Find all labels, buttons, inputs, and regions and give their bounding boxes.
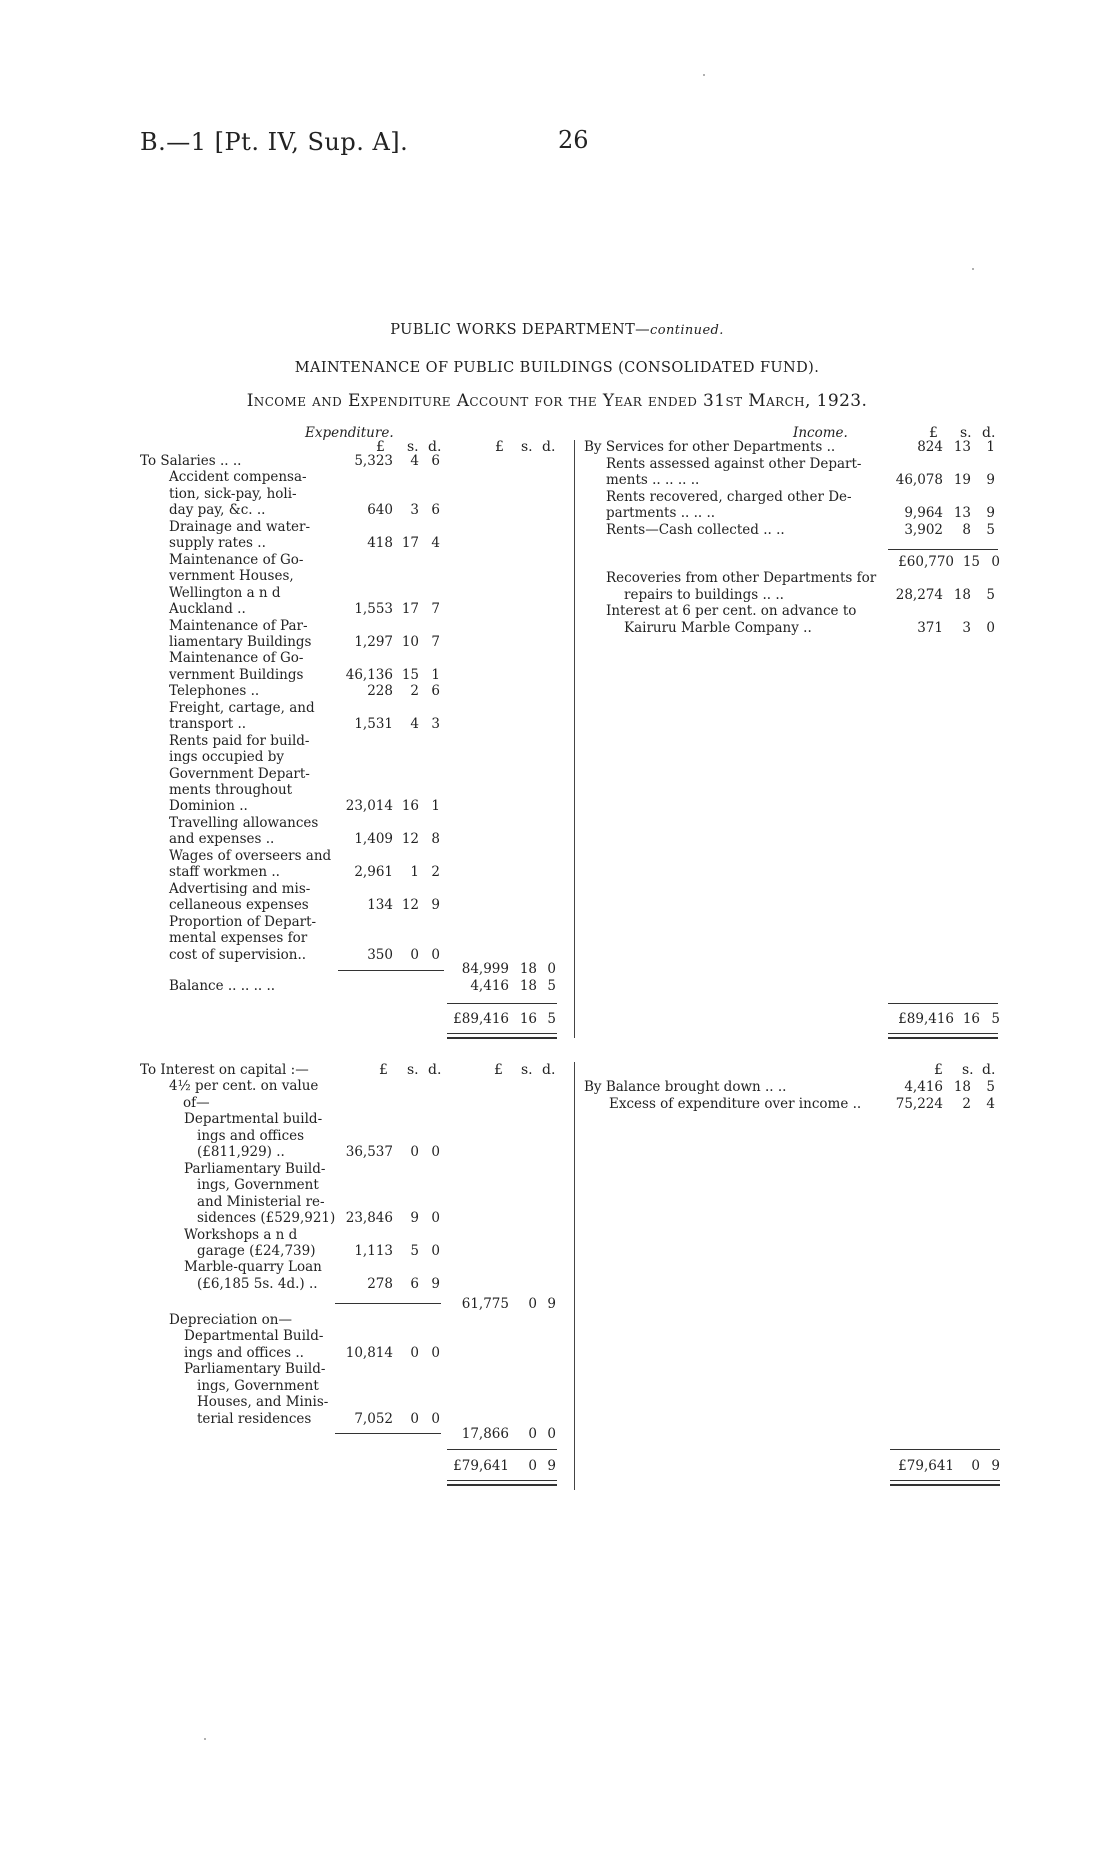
- row-label: mental expenses for: [169, 930, 308, 947]
- row-label: Departmental build-: [184, 1111, 323, 1128]
- row-label: Recoveries from other Departments for: [606, 570, 877, 586]
- exp2-total-rule: [447, 1449, 557, 1450]
- row-label: Parliamentary Build-: [184, 1361, 326, 1378]
- row-label: ings occupied by: [169, 749, 284, 766]
- row-label: tion, sick-pay, holi-: [169, 485, 297, 502]
- inc2-total-rule: [890, 1449, 1000, 1450]
- total-shillings: 16: [519, 1011, 537, 1027]
- pence-header: d.: [428, 1062, 442, 1078]
- ledger-row: [0, 603, 1114, 620]
- amount-pounds: 371: [917, 619, 943, 636]
- amount-pence: 1: [431, 798, 440, 815]
- amount-pence: 1: [986, 439, 995, 455]
- amount-shillings: 4: [410, 453, 419, 469]
- row-label: Government Depart-: [169, 765, 310, 782]
- row-label: sidences (£529,921): [197, 1210, 336, 1227]
- amount-pounds: 278: [367, 1275, 393, 1292]
- scan-speck: [204, 1738, 206, 1740]
- amount-pence: 7: [431, 601, 440, 618]
- ledger-row: [0, 1243, 1114, 1260]
- total-shillings: 0: [528, 1458, 537, 1474]
- row-label: ings and offices ..: [184, 1344, 304, 1361]
- amount-shillings: 3: [410, 502, 419, 519]
- amount-pounds: 28,274: [895, 586, 943, 603]
- amount-shillings: 1: [410, 864, 419, 881]
- row-label: Maintenance of Par-: [169, 617, 308, 634]
- ledger-row: [0, 1128, 1114, 1145]
- row-label: Excess of expenditure over income ..: [609, 1095, 862, 1112]
- row-label: garage (£24,739): [197, 1242, 316, 1259]
- pence-header: d.: [428, 439, 442, 455]
- total-pounds: £79,641: [453, 1458, 509, 1474]
- row-label: cellaneous expenses: [169, 897, 309, 914]
- ledger-row: [0, 716, 1114, 733]
- income-heading: Income.: [793, 425, 848, 441]
- pound-header: £: [376, 439, 385, 455]
- total-pence: 5: [547, 1011, 556, 1027]
- amount-pence: 0: [431, 1210, 440, 1227]
- amount-pence: 9: [986, 505, 995, 521]
- inc2-total-row: [0, 1458, 1114, 1475]
- ledger-row: [0, 522, 1114, 539]
- amount-pounds: 23,014: [345, 798, 393, 815]
- amount-pounds: 61,775: [461, 1296, 509, 1312]
- inc-total-rule: [888, 1003, 998, 1004]
- row-label: Telephones ..: [169, 683, 260, 700]
- ledger-row: [0, 1276, 1114, 1293]
- row-label: and expenses ..: [169, 831, 275, 848]
- amount-shillings: 9: [410, 1210, 419, 1227]
- total-pence: 9: [991, 1458, 1000, 1474]
- row-label: liamentary Buildings: [169, 633, 312, 650]
- amount-pence: 6: [431, 453, 440, 469]
- pence-header: d.: [542, 1062, 556, 1078]
- total-pounds: £89,416: [453, 1011, 509, 1027]
- row-label: vernment Buildings: [169, 666, 304, 683]
- amount-shillings: 12: [401, 897, 419, 914]
- ledger-row: [0, 700, 1114, 717]
- ledger-row: [0, 831, 1114, 848]
- pence-header: d.: [982, 425, 996, 441]
- amount-pounds: 1,531: [354, 716, 393, 733]
- amount-shillings: 0: [528, 1426, 537, 1442]
- amount-pounds: 2,961: [354, 864, 393, 881]
- amount-shillings: 10: [401, 633, 419, 650]
- amount-pence: 9: [431, 1275, 440, 1292]
- amount-shillings: 4: [410, 716, 419, 733]
- row-label: Wages of overseers and: [169, 847, 332, 864]
- scan-speck: [972, 268, 974, 270]
- amount-pence: 0: [431, 1144, 440, 1161]
- row-label: ments throughout: [169, 782, 293, 798]
- amount-pence: 0: [986, 619, 995, 636]
- pence-header: d.: [542, 439, 556, 455]
- exp-subtotal-row: [0, 961, 1114, 978]
- ledger-row: [0, 798, 1114, 815]
- amount-pounds: 824: [917, 439, 943, 455]
- amount-shillings: 6: [410, 1275, 419, 1292]
- interest-subtotal-row: [0, 1296, 1114, 1313]
- amount-pence: 1: [431, 666, 440, 683]
- amount-pence: 8: [431, 831, 440, 848]
- amount-shillings: 13: [953, 505, 971, 521]
- amount-pounds: 4,416: [470, 978, 509, 994]
- exp2-total-double-rule: [447, 1480, 557, 1486]
- shilling-header: s.: [407, 439, 419, 455]
- row-label: Rents paid for build-: [169, 732, 310, 749]
- row-label: Maintenance of Go-: [169, 551, 304, 568]
- amount-shillings: 0: [410, 1144, 419, 1161]
- amount-shillings: 2: [410, 683, 419, 700]
- balance-row: [0, 978, 1114, 995]
- ledger-row: [0, 1194, 1114, 1211]
- row-label: To Interest on capital :—: [140, 1062, 309, 1078]
- amount-shillings: 17: [401, 535, 419, 552]
- ledger-row: [0, 1177, 1114, 1194]
- row-label: Houses, and Minis-: [197, 1394, 329, 1411]
- shilling-header: s.: [521, 1062, 533, 1078]
- department-title: [0, 322, 1114, 338]
- ledger-row: [0, 570, 1114, 587]
- row-label: Freight, cartage, and: [169, 699, 315, 716]
- continued-label: continued.: [650, 323, 724, 338]
- amount-pence: 4: [986, 1095, 995, 1112]
- ledger-row: [0, 584, 1114, 604]
- amount-pence: 9: [431, 897, 440, 914]
- amount-pence: 5: [986, 521, 995, 538]
- pence-header: d.: [982, 1062, 996, 1078]
- amount-pounds: 23,846: [345, 1210, 393, 1227]
- row-label: ings and offices: [197, 1127, 305, 1144]
- amount-pounds: £60,770: [898, 554, 954, 570]
- amount-pounds: 3,902: [904, 521, 943, 538]
- amount-pounds: 1,297: [354, 633, 393, 650]
- ledger-row: [0, 1111, 1114, 1128]
- amount-pounds: 1,553: [354, 601, 393, 618]
- amount-pence: 5: [986, 586, 995, 603]
- amount-pounds: 10,814: [345, 1344, 393, 1361]
- ledger-row: [0, 1378, 1114, 1395]
- ledger-row: [0, 683, 1114, 700]
- ledger-row: [0, 930, 1114, 947]
- amount-pounds: 640: [367, 502, 393, 519]
- ledger-row: [0, 782, 1114, 799]
- amount-shillings: 18: [519, 978, 537, 994]
- row-label: Depreciation on—: [169, 1312, 293, 1328]
- row-label: ings, Government: [197, 1177, 319, 1194]
- amount-shillings: 2: [962, 1095, 971, 1112]
- row-label: Maintenance of Go-: [169, 650, 304, 667]
- row-label: Accident compensa-: [169, 469, 307, 486]
- row-label: (£811,929) ..: [197, 1144, 285, 1161]
- row-label: Advertising and mis-: [169, 880, 311, 897]
- row-label: By Services for other Departments ..: [584, 439, 836, 455]
- shilling-header: s.: [521, 439, 533, 455]
- amount-pence: 3: [431, 716, 440, 733]
- amount-pounds: 134: [367, 897, 393, 914]
- pound-header: £: [495, 439, 504, 455]
- row-label: Auckland ..: [169, 601, 246, 618]
- ledger-row: [0, 617, 1114, 637]
- amount-pounds: 36,537: [345, 1144, 393, 1161]
- amount-pounds: 46,136: [345, 666, 393, 683]
- total-pence: 5: [991, 1011, 1000, 1027]
- row-label: Proportion of Depart-: [169, 913, 317, 930]
- amount-shillings: 0: [410, 1344, 419, 1361]
- ledger-row: [0, 848, 1114, 865]
- pound-header: £: [929, 425, 938, 441]
- row-label: day pay, &c. ..: [169, 502, 266, 519]
- amount-shillings: 17: [401, 601, 419, 618]
- amount-pence: 2: [431, 864, 440, 881]
- total-pounds: £79,641: [898, 1458, 954, 1474]
- amount-pounds: 84,999: [461, 961, 509, 977]
- ledger-row: [0, 766, 1114, 783]
- amount-shillings: 19: [953, 472, 971, 488]
- amount-pence: 5: [986, 1079, 995, 1095]
- row-label: Kairuru Marble Company ..: [624, 619, 812, 636]
- ledger-row: [0, 1210, 1114, 1227]
- amount-pounds: 228: [367, 683, 393, 700]
- maintenance-title: MAINTENANCE OF PUBLIC BUILDINGS (CONSOLIDATED FUND).: [294, 360, 820, 376]
- row-label: partments .. .. ..: [606, 505, 716, 521]
- amount-pence: 0: [431, 1410, 440, 1427]
- total-shillings: 0: [971, 1458, 980, 1474]
- shilling-header: s.: [960, 425, 972, 441]
- balance-label: Balance .. .. .. ..: [169, 978, 276, 994]
- amount-pounds: 75,224: [895, 1095, 943, 1112]
- row-label: Drainage and water-: [169, 518, 311, 535]
- ledger-row: [0, 881, 1114, 898]
- ledger-row: [0, 667, 1114, 684]
- amount-pounds: 1,113: [354, 1242, 393, 1259]
- row-label: supply rates ..: [169, 535, 266, 552]
- amount-pence: 7: [431, 633, 440, 650]
- amount-shillings: 0: [410, 1410, 419, 1427]
- row-label: terial residences: [197, 1410, 312, 1427]
- ledger-row: [0, 650, 1114, 667]
- amount-pence: 0: [431, 1242, 440, 1259]
- row-label: (£6,185 5s. 4d.) ..: [197, 1275, 318, 1292]
- row-label: ings, Government: [197, 1377, 319, 1394]
- ledger-row: [0, 815, 1114, 832]
- amount-pounds: 17,866: [461, 1426, 509, 1442]
- row-label: Rents assessed against other Depart-: [606, 455, 862, 472]
- row-label: Marble-quarry Loan: [184, 1259, 322, 1276]
- amount-shillings: 18: [953, 1079, 971, 1095]
- ledger-row: [0, 914, 1114, 931]
- ledger-row: [0, 1312, 1114, 1329]
- amount-shillings: 0: [528, 1296, 537, 1312]
- amount-pence: 0: [431, 1344, 440, 1361]
- amount-pounds: 418: [367, 535, 393, 552]
- ledger-row: [0, 733, 1114, 750]
- ledger-row: [0, 1096, 1114, 1113]
- ledger-row: [0, 1259, 1114, 1276]
- document-reference: B.—1 [Pt. IV, Sup. A].: [140, 128, 409, 156]
- ledger-row: [0, 864, 1114, 881]
- exp-total-rule: [447, 1003, 557, 1004]
- amount-shillings: 18: [519, 961, 537, 977]
- ledger-row: [0, 1079, 1114, 1096]
- amount-pence: 0: [547, 961, 556, 977]
- inc-total-row: [0, 1011, 1114, 1028]
- row-label: vernment Houses,: [169, 568, 294, 585]
- amount-pounds: 350: [367, 946, 393, 963]
- total-pence: 9: [547, 1458, 556, 1474]
- row-label: Rents recovered, charged other De-: [606, 488, 852, 505]
- amount-pounds: 4,416: [904, 1079, 943, 1095]
- row-label: Rents—Cash collected .. ..: [606, 521, 785, 538]
- exp-total-double-rule: [447, 1033, 557, 1039]
- expenditure-heading: Expenditure.: [305, 425, 394, 441]
- row-label: By Balance brought down .. ..: [584, 1079, 787, 1095]
- depreciation-subtotal-row: [0, 1426, 1114, 1443]
- amount-pence: 9: [986, 472, 995, 488]
- inc-subtotal-rule: [888, 549, 998, 550]
- ledger-row: [0, 1227, 1114, 1244]
- shilling-header: s.: [407, 1062, 419, 1078]
- amount-shillings: 15: [962, 554, 980, 570]
- ledger-row: [0, 897, 1114, 914]
- amount-shillings: 12: [401, 831, 419, 848]
- amount-pence: 0: [431, 946, 440, 963]
- row-label: To Salaries .. ..: [140, 453, 242, 469]
- amount-shillings: 15: [401, 666, 419, 683]
- row-label: of—: [183, 1094, 210, 1111]
- page-number: 26: [558, 126, 589, 154]
- ledger-row: [0, 489, 1114, 506]
- ledger-row: [0, 1161, 1114, 1178]
- inc-total-double-rule: [888, 1033, 998, 1039]
- total-shillings: 16: [962, 1011, 980, 1027]
- row-label: Travelling allowances: [169, 814, 319, 831]
- amount-pence: 5: [547, 978, 556, 994]
- ledger-row: [0, 1328, 1114, 1345]
- row-label: Workshops a n d: [184, 1226, 298, 1243]
- scan-speck: [703, 74, 705, 76]
- pound-header: £: [934, 1062, 943, 1078]
- amount-pounds: 1,409: [354, 831, 393, 848]
- row-label: Dominion ..: [169, 798, 248, 815]
- amount-pence: 0: [547, 1426, 556, 1442]
- ledger-row: [0, 472, 1114, 489]
- amount-shillings: 16: [401, 798, 419, 815]
- row-label: Parliamentary Build-: [184, 1160, 326, 1177]
- amount-shillings: 18: [953, 586, 971, 603]
- amount-pence: 4: [431, 535, 440, 552]
- amount-shillings: 5: [410, 1242, 419, 1259]
- ledger-row: [0, 749, 1114, 766]
- row-label: staff workmen ..: [169, 864, 280, 881]
- row-label: Departmental Build-: [184, 1328, 324, 1345]
- ledger-row: [0, 1144, 1114, 1161]
- shilling-header: s.: [962, 1062, 974, 1078]
- row-label: 4½ per cent. on value: [169, 1078, 319, 1095]
- department-name: PUBLIC WORKS DEPARTMENT—: [390, 322, 651, 338]
- amount-pence: 6: [431, 683, 440, 700]
- amount-shillings: 3: [962, 619, 971, 636]
- inc2-total-double-rule: [890, 1480, 1000, 1486]
- amount-shillings: 13: [953, 439, 971, 455]
- pound-header: £: [494, 1062, 503, 1078]
- amount-pounds: 46,078: [895, 472, 943, 488]
- amount-shillings: 8: [962, 521, 971, 538]
- ledger-row: [0, 1345, 1114, 1362]
- ledger-row: [0, 1394, 1114, 1411]
- amount-pence: 9: [547, 1296, 556, 1312]
- row-label: cost of supervision..: [169, 946, 307, 963]
- row-label: and Ministerial re-: [197, 1193, 325, 1210]
- amount-pence: 0: [991, 554, 1000, 570]
- amount-pounds: 7,052: [354, 1410, 393, 1427]
- ledger-row: [0, 439, 1114, 456]
- amount-pence: 6: [431, 502, 440, 519]
- inc-subtotal-row: [0, 551, 1114, 571]
- row-label: Wellington a n d: [169, 584, 281, 601]
- row-label: Interest at 6 per cent. on advance to: [606, 603, 857, 619]
- amount-pounds: 9,964: [904, 505, 943, 521]
- amount-pounds: 5,323: [354, 453, 393, 469]
- pound-header: £: [379, 1062, 388, 1078]
- ledger-row: [0, 456, 1114, 473]
- ledger-row: [0, 505, 1114, 522]
- row-label: ments .. .. .. ..: [606, 472, 700, 488]
- total-pounds: £89,416: [898, 1011, 954, 1027]
- row-label: repairs to buildings .. ..: [624, 586, 784, 603]
- ledger-row: [0, 1361, 1114, 1378]
- amount-shillings: 0: [410, 946, 419, 963]
- ledger-row: [0, 1062, 1114, 1079]
- account-title: Income and Expenditure Account for the Year ended 31st March, 1923.: [246, 391, 868, 411]
- row-label: transport ..: [169, 716, 247, 733]
